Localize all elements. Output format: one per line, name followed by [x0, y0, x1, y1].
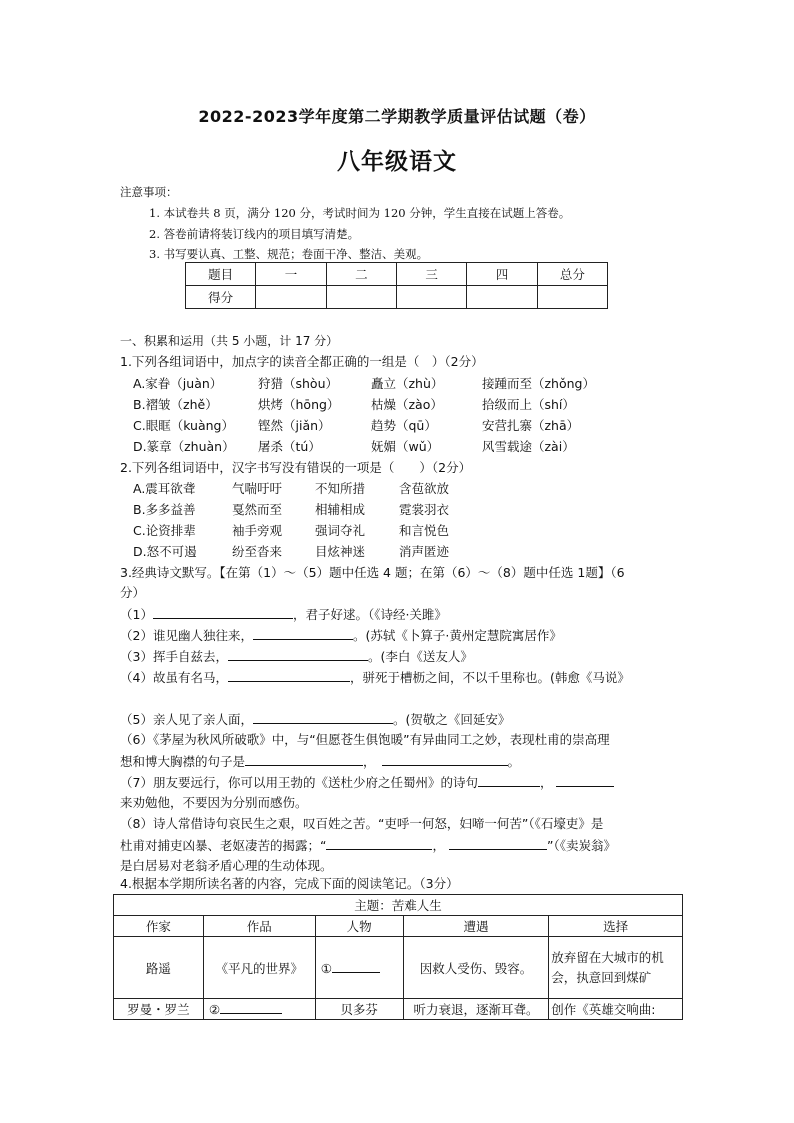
score-row-label: 得分 [186, 286, 256, 309]
score-header-cell: 总分 [537, 263, 607, 286]
q2-option: 强词夺礼 [315, 523, 366, 538]
q2-option: 戛然而至 [232, 502, 283, 517]
q3-item-text: ”（《卖炭翁》 [547, 838, 616, 853]
score-input-cell[interactable] [256, 286, 326, 309]
q2-option: 袖手旁观 [232, 523, 283, 538]
q1-option: C.眼眶（kuàng） [133, 418, 234, 433]
q3-item-text: （2）谁见幽人独往来， [120, 628, 253, 643]
q2-option: 消声匿迹 [399, 544, 450, 559]
q1-option: A.家眷（juàn） [133, 376, 223, 391]
q1-option: 屠杀（tú） [258, 439, 321, 454]
notes-header-cell: 作家 [114, 916, 204, 937]
q2-option: 霓裳羽衣 [399, 502, 450, 517]
q1-option: B.褶皱（zhě） [133, 397, 218, 412]
reading-notes-table [113, 894, 683, 1020]
q3-item-text: （5）亲人见了亲人面， [120, 712, 253, 727]
answer-blank[interactable] [253, 627, 353, 640]
q3-item-text: （4）故虽有名马， [120, 670, 228, 685]
answer-blank[interactable] [245, 753, 363, 766]
score-input-cell[interactable] [396, 286, 466, 309]
notes-theme: 主题：苦难人生 [114, 895, 683, 916]
q3-stem: 3.经典诗文默写。【在第（1）～（5）题中任选 4 题；在第（6）～（8）题中任选 1题】（6 [120, 565, 625, 580]
q3-item-8-cont2: 是白居易对老翁矛盾心理的生动体现。 [120, 858, 333, 873]
q3-item-text: ， [432, 838, 445, 853]
score-input-cell[interactable] [537, 286, 607, 309]
q1-option: 烘烤（hōng） [258, 397, 340, 412]
answer-blank[interactable] [449, 837, 547, 850]
q3-item-6: （6）《茅屋为秋风所破歌》中，与“但愿苍生俱饱暖”有异曲同工之妙，表现杜甫的崇高理 [120, 732, 610, 747]
score-header-cell: 四 [467, 263, 537, 286]
q3-item-text: 想和博大胸襟的句子是 [120, 754, 246, 769]
score-header-cell: 题目 [186, 263, 256, 286]
notes-header-cell: 作品 [203, 916, 315, 937]
q3-stem-cont: 分） [120, 585, 146, 600]
notes-header-cell: 遭遇 [403, 916, 549, 937]
notice-item-3: 3. 书写要认真、工整、规范；卷面干净、整洁、美观。 [149, 247, 429, 261]
q3-item-8: （8）诗人常借诗句哀民生之艰，叹百姓之苦。“吏呼一何怒，妇啼一何苦”（《石壕吏》是 [120, 816, 604, 831]
answer-blank[interactable] [556, 774, 614, 787]
q3-item-text: ， [363, 754, 376, 769]
notes-cell: 听力衰退，逐渐耳聋。 [403, 999, 549, 1020]
notice-heading: 注意事项： [120, 185, 178, 199]
q1-option: 狩猎（shòu） [258, 376, 339, 391]
q1-option: D.篆章（zhuàn） [133, 439, 235, 454]
q3-item-text: 。(苏轼《卜算子·黄州定慧院寓居作》 [352, 628, 562, 643]
score-table [185, 262, 608, 309]
q3-item-text: 。(李白《送友人》 [367, 649, 473, 664]
exam-title: 2022-2023学年度第二学期教学质量评估试题（卷） [198, 107, 596, 126]
q2-option: 相辅相成 [315, 502, 366, 517]
table-row [114, 999, 683, 1020]
answer-blank[interactable] [253, 711, 393, 724]
notes-cell: 路遥 [114, 937, 204, 999]
q3-item-5 [120, 711, 510, 728]
notes-blank-marker: ② [208, 1002, 221, 1017]
notes-theme-row [114, 895, 683, 916]
q3-item-text: （7）朋友要远行，你可以用王勃的《送杜少府之任蜀州》的诗句 [120, 775, 478, 790]
notes-header-cell: 选择 [549, 916, 683, 937]
q3-item-number: （1） [120, 607, 153, 622]
answer-blank[interactable] [228, 669, 350, 682]
score-header-cell: 三 [396, 263, 466, 286]
q1-stem: 1.下列各组词语中，加点字的读音全都正确的一组是（ ）（2分） [120, 354, 484, 369]
q2-option: 纷至沓来 [232, 544, 283, 559]
notes-cell: 《平凡的世界》 [203, 937, 315, 999]
exam-subtitle: 八年级语文 [337, 149, 457, 175]
q1-option: 风雪载途（zài） [482, 439, 575, 454]
q2-option: B.多多益善 [133, 502, 196, 517]
q1-option: 接踵而至（zhǒng） [482, 376, 595, 391]
notes-cell: 贝多芬 [315, 999, 403, 1020]
q3-item-text: 。(贺敬之《回延安》 [392, 712, 511, 727]
notes-header-cell: 人物 [315, 916, 403, 937]
q3-item-text: （3）挥手自兹去， [120, 649, 228, 664]
answer-blank[interactable] [326, 837, 432, 850]
q2-option: 和言悦色 [399, 523, 450, 538]
q3-item-8-cont [120, 837, 616, 854]
q3-item-7 [120, 774, 614, 791]
q2-option: A.震耳欲聋 [133, 481, 196, 496]
q3-item-text: 。 [507, 754, 521, 769]
q1-option: 矗立（zhù） [371, 376, 444, 391]
q3-item-7-cont: 来劝勉他，不要因为分别而感伤。 [120, 795, 308, 810]
score-table-header-row [186, 263, 608, 286]
score-header-cell: 二 [326, 263, 396, 286]
q2-stem: 2.下列各组词语中，汉字书写没有错误的一项是（ ）（2分） [120, 460, 472, 475]
notes-cell: 罗曼・罗兰 [114, 999, 204, 1020]
q1-option: 趋势（qū） [371, 418, 437, 433]
q3-item-1 [120, 606, 447, 623]
answer-blank[interactable] [153, 606, 293, 619]
q2-option: 含苞欲放 [399, 481, 450, 496]
q4-stem: 4.根据本学期所读名著的内容，完成下面的阅读笔记。（3分） [120, 876, 459, 891]
q1-option: 铿然（jiǎn） [258, 418, 331, 433]
notes-cell: 创作《英雄交响曲: [549, 999, 683, 1020]
notes-cell: 放弃留在大城市的机会，执意回到煤矿 [549, 937, 683, 999]
q2-option: 目炫神迷 [315, 544, 366, 559]
score-header-cell: 一 [256, 263, 326, 286]
answer-blank[interactable] [332, 960, 380, 973]
notes-cell: 因救人受伤、毁容。 [403, 937, 549, 999]
q3-item-text: 杜甫对捕吏凶暴、老妪凄苦的揭露；“ [120, 838, 327, 853]
q3-item-3 [120, 648, 473, 665]
section-heading: 一、积累和运用（共 5 小题，计 17 分） [120, 334, 339, 348]
q3-item-text: ， [539, 775, 553, 790]
score-input-cell[interactable] [326, 286, 396, 309]
notice-item-1: 1. 本试卷共 8 页，满分 120 分，考试时间为 120 分钟，学生直接在试题上答卷。 [149, 206, 571, 220]
q3-item-2 [120, 627, 562, 644]
q3-item-4 [120, 669, 630, 686]
q2-option: 气喘吁吁 [232, 481, 283, 496]
score-input-cell[interactable] [467, 286, 537, 309]
q2-option: D.怒不可遏 [133, 544, 197, 559]
notes-answer-cell[interactable] [315, 937, 403, 999]
notes-answer-cell[interactable] [203, 999, 315, 1020]
answer-blank[interactable] [220, 1001, 282, 1014]
answer-blank[interactable] [478, 774, 540, 787]
q3-item-6-cont [120, 753, 520, 770]
q1-option: 安营扎寨（zhā） [482, 418, 580, 433]
q1-option: 妩媚（wǔ） [371, 439, 440, 454]
q2-option: C.论资排辈 [133, 523, 196, 538]
q1-option: 拾级而上（shí） [482, 397, 575, 412]
q1-option: 枯燥（zào） [371, 397, 443, 412]
notes-blank-marker: ① [320, 960, 332, 976]
notice-item-2: 2. 答卷前请将装订线内的项目填写清楚。 [149, 227, 360, 241]
table-row [114, 937, 683, 999]
notes-header-row [114, 916, 683, 937]
answer-blank[interactable] [228, 648, 368, 661]
q3-item-text: ，骈死于槽枥之间，不以千里称也。(韩愈《马说》 [349, 670, 630, 685]
q2-option: 不知所措 [315, 481, 366, 496]
q3-item-text: ，君子好逑。（《诗经·关雎》 [292, 607, 447, 622]
score-table-score-row [186, 286, 608, 309]
answer-blank[interactable] [382, 753, 508, 766]
